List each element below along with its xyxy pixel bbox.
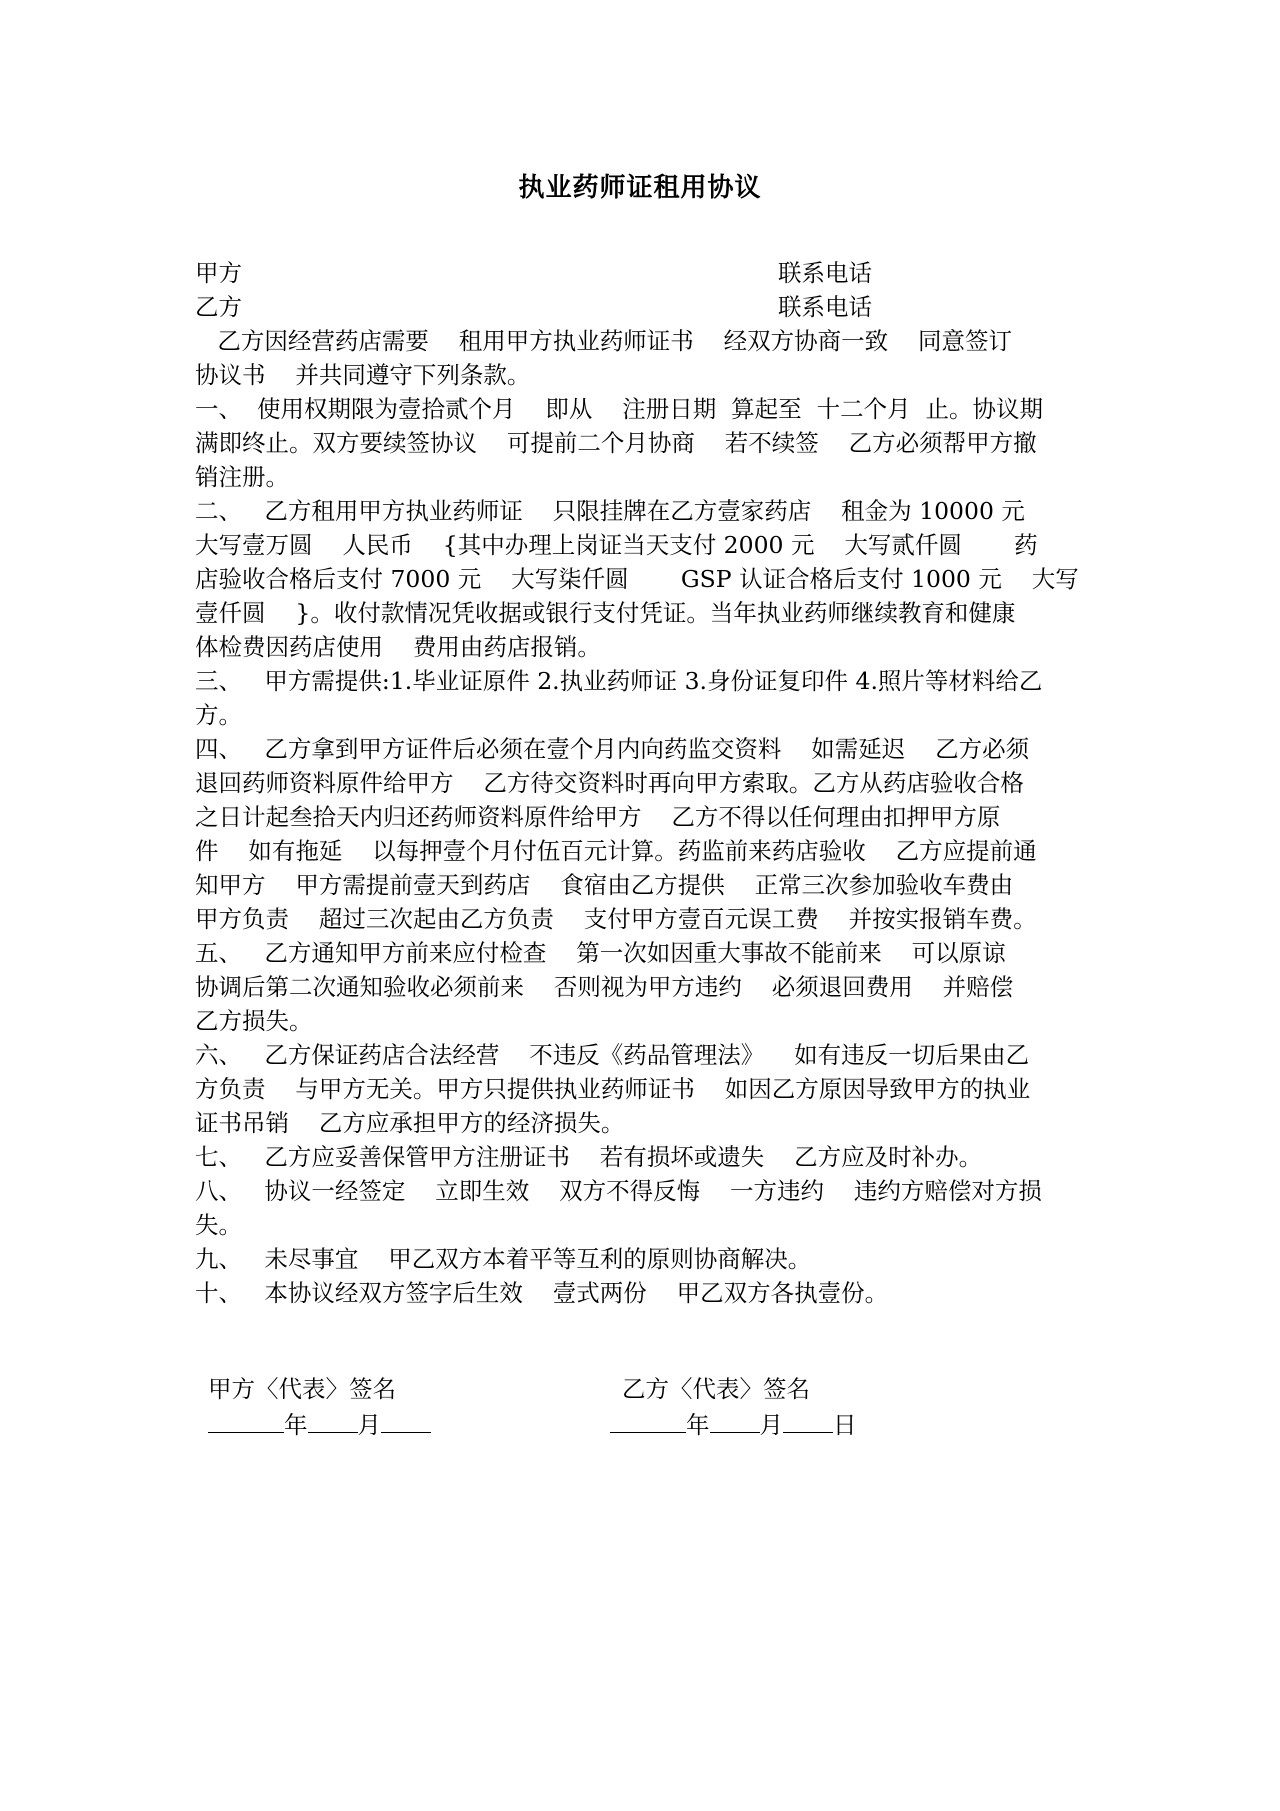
year-label: 年 bbox=[686, 1411, 710, 1439]
agreement-line: 壹仟圆 }。收付款情况凭收据或银行支付凭证。当年执业药师继续教育和健康 bbox=[195, 599, 1016, 627]
day-label: 日 bbox=[833, 1411, 857, 1439]
month-blank bbox=[710, 1406, 760, 1433]
agreement-line: 五、 乙方通知甲方前来应付检查 第一次如因重大事故不能前来 可以原谅 bbox=[195, 939, 1006, 967]
agreement-line: 甲方负责 超过三次起由乙方负责 支付甲方壹百元误工费 并按实报销车费。 bbox=[195, 905, 1037, 933]
party-b-label: 乙方 bbox=[195, 293, 242, 321]
party-a-label: 甲方 bbox=[195, 259, 242, 287]
agreement-line: 十、 本协议经双方签字后生效 壹式两份 甲乙双方各执壹份。 bbox=[195, 1279, 889, 1307]
agreement-line: 退回药师资料原件给甲方 乙方待交资料时再向甲方索取。乙方从药店验收合格 bbox=[195, 769, 1024, 797]
agreement-line: 体检费因药店使用 费用由药店报销。 bbox=[195, 633, 601, 661]
year-blank bbox=[208, 1406, 284, 1433]
month-label: 月 bbox=[357, 1411, 381, 1439]
agreement-line: 协议书 并共同遵守下列条款。 bbox=[195, 361, 531, 389]
agreement-line: 之日计起叁拾天内归还药师资料原件给甲方 乙方不得以任何理由扣押甲方原 bbox=[195, 803, 1001, 831]
agreement-line: 七、 乙方应妥善保管甲方注册证书 若有损坏或遗失 乙方应及时补办。 bbox=[195, 1143, 983, 1171]
day-blank bbox=[381, 1406, 431, 1433]
agreement-line: 三、 甲方需提供:1.毕业证原件 2.执业药师证 3.身份证复印件 4.照片等材料给乙 bbox=[195, 667, 1043, 695]
agreement-line: 协调后第二次通知验收必须前来 否则视为甲方违约 必须退回费用 并赔偿 bbox=[195, 973, 1014, 1001]
agreement-line: 二、 乙方租用甲方执业药师证 只限挂牌在乙方壹家药店 租金为 10000 元 bbox=[195, 497, 1025, 525]
agreement-line: 九、 未尽事宜 甲乙双方本着平等互利的原则协商解决。 bbox=[195, 1245, 812, 1273]
agreement-line: 方。 bbox=[195, 701, 242, 729]
agreement-line: 一、 使用权期限为壹拾贰个月 即从 注册日期 算起至 十二个月 止。协议期 bbox=[195, 395, 1044, 423]
party-b-phone-label: 联系电话 bbox=[778, 293, 872, 321]
agreement-line: 店验收合格后支付 7000 元 大写柒仟圆 GSP 认证合格后支付 1000 元 大写 bbox=[195, 565, 1079, 593]
agreement-line: 乙方因经营药店需要 租用甲方执业药师证书 经双方协商一致 同意签订 bbox=[195, 327, 1013, 355]
month-label: 月 bbox=[759, 1411, 783, 1439]
agreement-line: 方负责 与甲方无关。甲方只提供执业药师证书 如因乙方原因导致甲方的执业 bbox=[195, 1075, 1031, 1103]
party-a-signature-label: 甲方〈代表〉签名 bbox=[208, 1375, 396, 1403]
party-b-signature-label: 乙方〈代表〉签名 bbox=[622, 1375, 810, 1403]
agreement-line: 乙方损失。 bbox=[195, 1007, 313, 1035]
agreement-line: 失。 bbox=[195, 1211, 242, 1239]
party-a-date-line bbox=[208, 1406, 431, 1442]
agreement-line: 件 如有拖延 以每押壹个月付伍百元计算。药监前来药店验收 乙方应提前通 bbox=[195, 837, 1037, 865]
agreement-line: 销注册。 bbox=[195, 463, 289, 491]
document-title: 执业药师证租用协议 bbox=[518, 173, 762, 203]
year-label: 年 bbox=[284, 1411, 308, 1439]
party-a-phone-label: 联系电话 bbox=[778, 259, 872, 287]
year-blank bbox=[610, 1406, 686, 1433]
agreement-line: 四、 乙方拿到甲方证件后必须在壹个月内向药监交资料 如需延迟 乙方必须 bbox=[195, 735, 1030, 763]
agreement-line: 六、 乙方保证药店合法经营 不违反《药品管理法》 如有违反一切后果由乙 bbox=[195, 1041, 1030, 1069]
agreement-line: 知甲方 甲方需提前壹天到药店 食宿由乙方提供 正常三次参加验收车费由 bbox=[195, 871, 1014, 899]
day-blank bbox=[783, 1406, 833, 1433]
party-b-date-line bbox=[610, 1406, 857, 1442]
agreement-line: 大写壹万圆 人民币 {其中办理上岗证当天支付 2000 元 大写贰仟圆 药 bbox=[195, 531, 1038, 559]
agreement-line: 证书吊销 乙方应承担甲方的经济损失。 bbox=[195, 1109, 625, 1137]
agreement-line: 满即终止。双方要续签协议 可提前二个月协商 若不续签 乙方必须帮甲方撤 bbox=[195, 429, 1037, 457]
month-blank bbox=[308, 1406, 358, 1433]
agreement-line: 八、 协议一经签定 立即生效 双方不得反悔 一方违约 违约方赔偿对方损 bbox=[195, 1177, 1042, 1205]
